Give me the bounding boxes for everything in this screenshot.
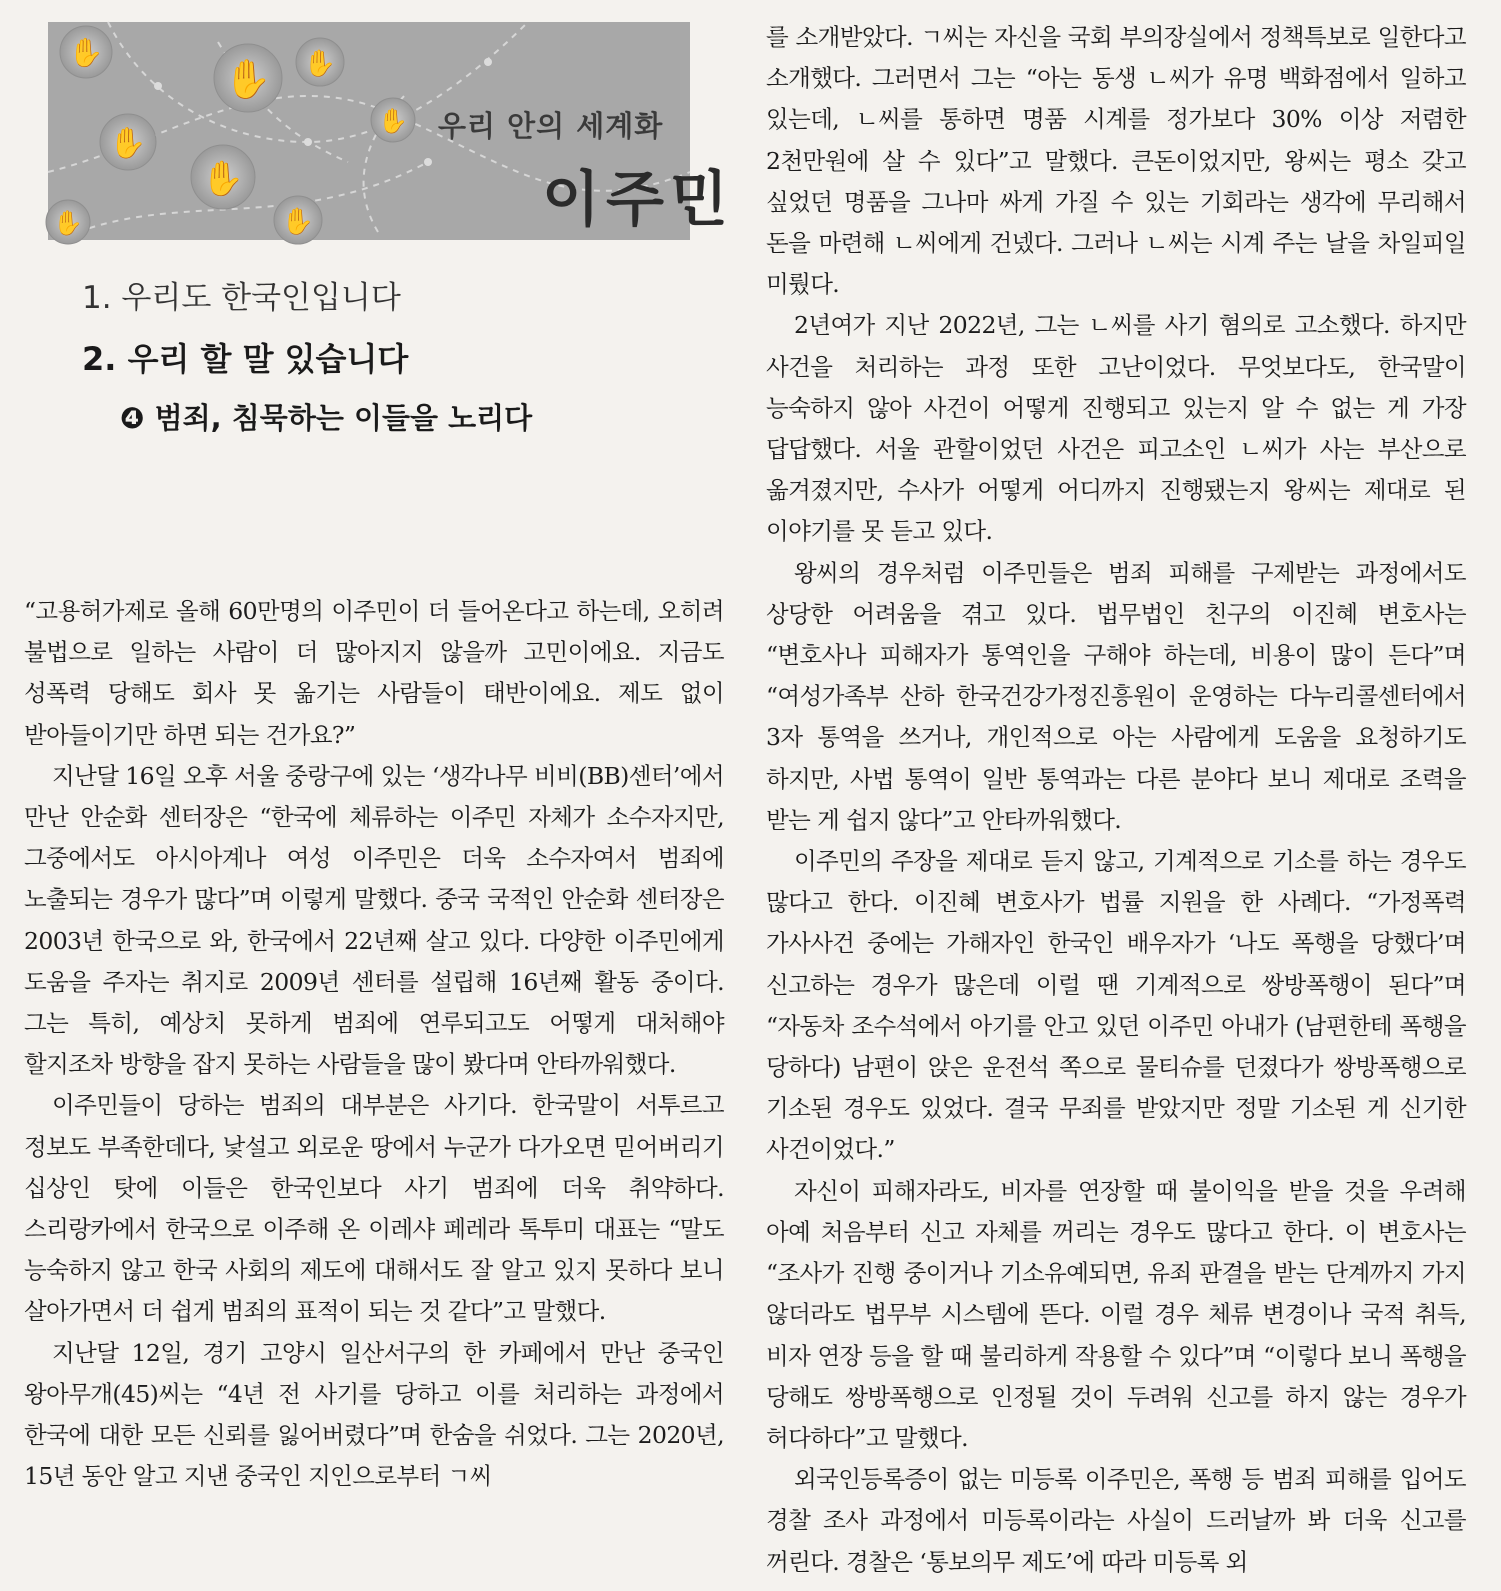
hand-icon — [100, 114, 156, 170]
paragraph: 이주민의 주장을 제대로 듣지 않고, 기계적으로 기소를 하는 경우도 많다고 한다. 이진혜 변호사가 법률 지원을 한 사례다. “가정폭력 가사사건 중에는 가해자인 한국인 배우자가 ‘나도 폭행을 당했다’며 신고하는 경우가 많은데 이럴 땐 기계적으로 쌍방폭행이 된다”며 “자동차 조수석에서 아기를 안고 있던 이주민 아내가 (남편한테 폭행을 당하다) 남편이 앉은 운전석 쪽으로 물티슈를 던졌다가 쌍방폭행으로 기소된 경우도 있었다. 결국 무죄를 받았지만 정말 기소된 게 신기한 사건이었다.” — [766, 847, 1466, 1164]
paragraph: “고용허가제로 올해 60만명의 이주민이 더 들어온다고 하는데, 오히려 불법으로 일하는 사람이 더 많아지지 않을까 고민이에요. 지금도 성폭력 당해도 회사 못 옮기는 사람들이 태반이에요. 제도 없이 받아들이기만 하면 되는 건가요?” — [24, 597, 724, 749]
hand-icon — [296, 38, 344, 86]
paragraph: 지난달 16일 오후 서울 중랑구에 있는 ‘생각나무 비비(BB)센터’에서 만난 안순화 센터장은 “한국에 체류하는 이주민 자체가 소수자지만, 그중에서도 아시아계나 여성 이주민은 더욱 소수자여서 범죄에 노출되는 경우가 많다”며 이렇게 말했다. 중국 국적인 안순화 센터장은 2003년 한국으로 와, 한국에서 22년째 살고 있다. 다양한 이주민에게 도움을 주자는 취지로 2009년 센터를 설립해 16년째 활동 중이다. 그는 특히, 예상치 못하게 범죄에 연루되고도 어떻게 대처해야 할지조차 방향을 잡지 못하는 사람들을 많이 봤다며 안타까워했다. — [24, 761, 724, 1079]
right-text-column — [766, 17, 1466, 1589]
hand-icon — [371, 98, 415, 142]
svg-text:✋: ✋ — [201, 159, 245, 199]
paragraph: 를 소개받았다. ㄱ씨는 자신을 국회 부의장실에서 정책특보로 일한다고 소개했다. 그러면서 그는 “아는 동생 ㄴ씨가 유명 백화점에서 일하고 있는데, ㄴ씨를 통하면 명품 시계를 정가보다 30% 이상 저렴한 2천만원에 살 수 있다”고 말했다. 큰돈이었지만, 왕씨는 평소 갖고 싶었던 명품을 그나마 싸게 가질 수 있는 기회라는 생각에 무리해서 돈을 마련해 ㄴ씨에게 건넸다. 그러나 ㄴ씨는 시계 주는 날을 차일피일 미뤘다. — [766, 23, 1466, 299]
hand-icon — [191, 145, 255, 209]
hand-icon — [274, 196, 322, 244]
paragraph: 이주민들이 당하는 범죄의 대부분은 사기다. 한국말이 서투르고 정보도 부족한데다, 낯설고 외로운 땅에서 누군가 다가오면 믿어버리기 십상인 탓에 이들은 한국인보다 사기 범죄에 더욱 취약하다. 스리랑카에서 한국으로 이주해 온 이레샤 페레라 톡투미 대표는 “말도 능숙하지 않고 한국 사회의 제도에 대해서도 잘 알고 있지 못하다 보니 살아가면서 더 쉽게 범죄의 표적이 되는 것 같다”고 말했다. — [24, 1091, 724, 1326]
paragraph: 지난달 12일, 경기 고양시 일산서구의 한 카페에서 만난 중국인 왕아무개(45)씨는 “4년 전 사기를 당하고 이를 처리하는 과정에서 한국에 대한 모든 신뢰를 잃어버렸다”며 한숨을 쉬었다. 그는 2020년, 15년 동안 알고 지낸 중국인 지인으로부터 ㄱ씨 — [24, 1338, 724, 1491]
svg-text:✋: ✋ — [303, 49, 337, 79]
hand-icon — [46, 200, 90, 244]
svg-text:✋: ✋ — [378, 107, 408, 135]
svg-text:✋: ✋ — [53, 209, 83, 237]
series-topic: 이주민 — [542, 165, 734, 235]
svg-text:✋: ✋ — [281, 207, 315, 237]
series-title: 우리 안의 세계화 — [438, 109, 664, 143]
svg-text:✋: ✋ — [68, 36, 104, 69]
paragraph: 외국인등록증이 없는 미등록 이주민은, 폭행 등 범죄 피해를 입어도 경찰 조사 과정에서 미등록이라는 사실이 드러날까 봐 더욱 신고를 꺼린다. 경찰은 ‘통보의무 제도’에 따라 미등록 외 — [766, 1465, 1466, 1576]
paragraph: 자신이 피해자라도, 비자를 연장할 때 불이익을 받을 것을 우려해 아예 처음부터 신고 자체를 꺼리는 경우도 많다고 한다. 이 변호사는 “조사가 진행 중이거나 기소유예되면, 유죄 판결을 받는 단계까지 가지 않더라도 법무부 시스템에 뜬다. 이럴 경우 체류 변경이나 국적 취득, 비자 연장 등을 할 때 불리하게 작용할 수 있다”며 “이렇다 보니 폭행을 당해도 쌍방폭행으로 인정될 것이 두려워 신고를 하지 않는 경우가 허다하다”고 말했다. — [766, 1176, 1466, 1452]
left-text-column — [24, 591, 724, 1497]
hand-icon — [60, 26, 112, 78]
svg-text:✋: ✋ — [224, 57, 272, 101]
part2-heading: 2. 우리 할 말 있습니다 — [82, 340, 409, 378]
paragraph: 2년여가 지난 2022년, 그는 ㄴ씨를 사기 혐의로 고소했다. 하지만 사건을 처리하는 과정 또한 고난이었다. 무엇보다도, 한국말이 능숙하지 않아 사건이 어떻게 진행되고 있는지 알 수 없는 게 가장 답답했다. 서울 관할이었던 사건은 피고소인 ㄴ씨가 사는 부산으로 옮겨졌지만, 수사가 어떻게 어디까지 진행됐는지 왕씨는 제대로 된 이야기를 못 듣고 있다. — [766, 311, 1466, 546]
part1-heading: 1. 우리도 한국인입니다 — [82, 280, 401, 316]
series-banner — [48, 22, 734, 240]
paragraph: 왕씨의 경우처럼 이주민들은 범죄 피해를 구제받는 과정에서도 상당한 어려움을 겪고 있다. 법무법인 친구의 이진혜 변호사는 “변호사나 피해자가 통역인을 구해야 하는데, 비용이 많이 든다”며 “여성가족부 산하 한국건강가정진흥원이 운영하는 다누리콜센터에서 3자 통역을 쓰거나, 개인적으로 아는 사람에게 도움을 요청하기도 하지만, 사법 통역이 일반 통역과는 다른 분야다 보니 제대로 조력을 받는 게 쉽지 않다”고 안타까워했다. — [766, 558, 1466, 834]
svg-text:✋: ✋ — [109, 126, 147, 161]
hand-icon — [214, 44, 282, 112]
article-title: ❹ 범죄, 침묵하는 이들을 노리다 — [120, 401, 533, 435]
